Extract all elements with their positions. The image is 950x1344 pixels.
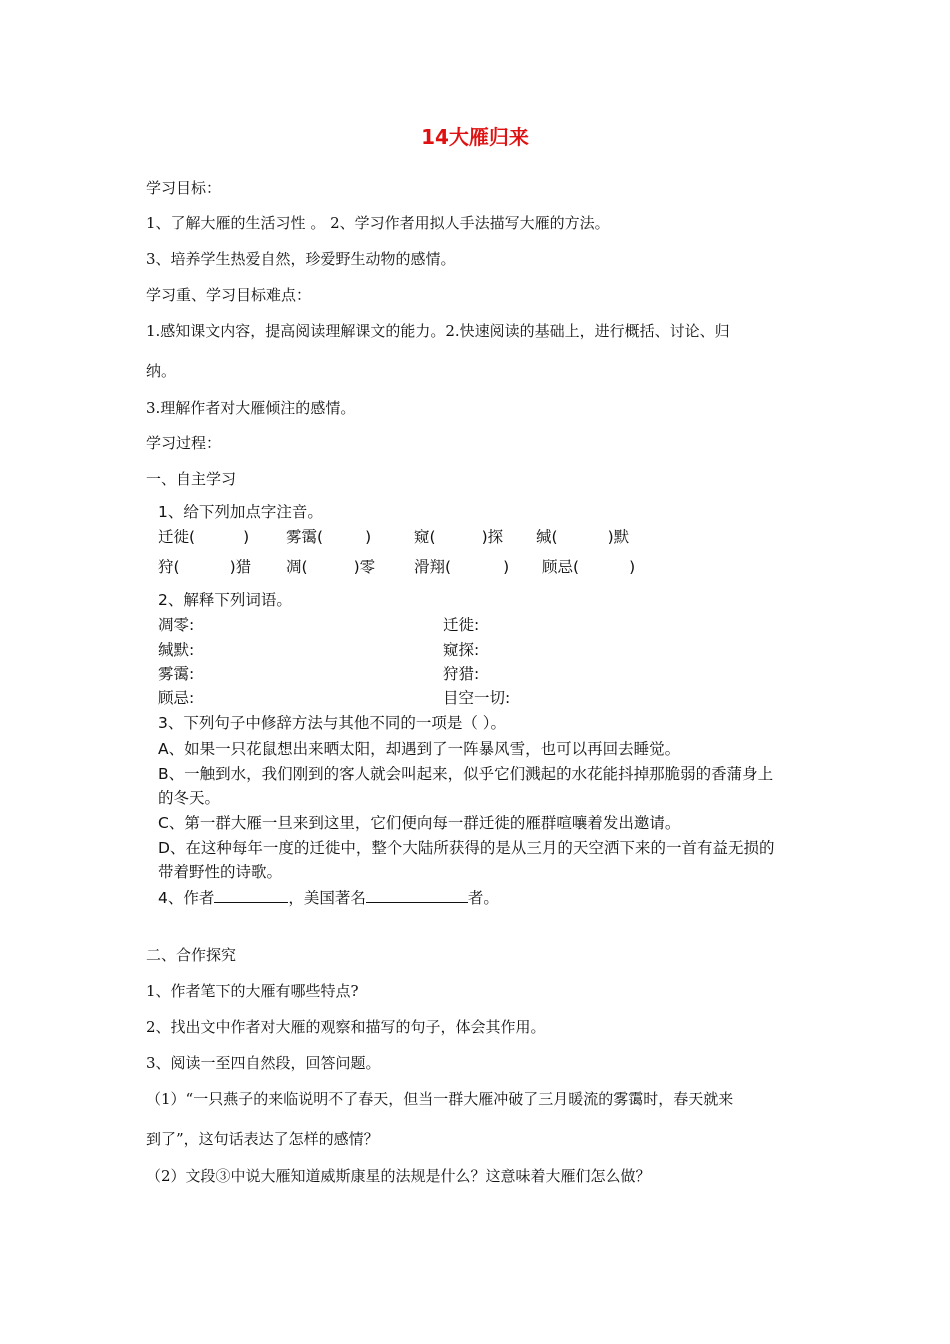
vocab-right: 窥探: (443, 641, 480, 659)
q3-option-a: A、如果一只花鼠想出来晒太阳，却遇到了一阵暴风雪，也可以再回去睡觉。 (158, 740, 681, 758)
vocab-right: 狩猎: (443, 665, 480, 683)
vocab-left: 顾忌: (158, 689, 195, 707)
pinyin-item: 雾霭( ) (286, 528, 372, 546)
goal-3: 3、培养学生热爱自然，珍爱野生动物的感情。 (146, 250, 456, 268)
q2-heading: 2、解释下列词语。 (158, 591, 292, 609)
pinyin-item: 滑翔( ) (414, 558, 510, 576)
s2-q3-2: （2）文段③中说大雁知道威斯康星的法规是什么？这意味着大雁们怎么做？ (146, 1167, 651, 1185)
key-1-2-line1: 1.感知课文内容，提高阅读理解课文的能力。2.快速阅读的基础上，进行概括、讨论、归 (146, 322, 730, 340)
q3-heading: 3、下列句子中修辞方法与其他不同的一项是（ ）。 (158, 714, 507, 732)
vocab-right: 迁徙: (443, 616, 480, 634)
s2-q2: 2、找出文中作者对大雁的观察和描写的句子，体会其作用。 (146, 1018, 546, 1036)
q1-heading: 1、给下列加点字注音。 (158, 503, 323, 521)
s2-q3-1-line1: （1）“一只燕子的来临说明不了春天，但当一群大雁冲破了三月暖流的雾霭时，春天就来 (146, 1090, 734, 1108)
section2-heading: 二、合作探究 (146, 946, 237, 964)
q3-option-d-line2: 带着野性的诗歌。 (158, 863, 283, 881)
key-heading: 学习重、学习目标难点： (146, 286, 312, 304)
pinyin-item: 缄( )默 (536, 528, 630, 546)
q3-option-b-line1: B、一触到水，我们刚到的客人就会叫起来，似乎它们溅起的水花能抖掉那脆弱的香蒲身上 (158, 765, 774, 783)
key-1-2-line2: 纳。 (146, 362, 177, 380)
s2-q3: 3、阅读一至四自然段，回答问题。 (146, 1054, 381, 1072)
vocab-left: 雾霭: (158, 665, 195, 683)
goal-1-2: 1、了解大雁的生活习性 。 2、学习作者用拟人手法描写大雁的方法。 (146, 214, 610, 232)
q3-option-d-line1: D、在这种每年一度的迁徙中，整个大陆所获得的是从三月的天空洒下来的一首有益无损的 (158, 839, 775, 857)
pinyin-item: 狩( )猎 (158, 558, 252, 576)
key-3: 3.理解作者对大雁倾注的感情。 (146, 399, 356, 417)
pinyin-item: 顾忌( ) (542, 558, 636, 576)
vocab-right: 目空一切: (443, 689, 511, 707)
q4: 4、作者 ，美国著名 者。 (158, 889, 499, 907)
pinyin-item: 迁徙( ) (158, 528, 250, 546)
pinyin-item: 窥( )探 (414, 528, 504, 546)
author-blank[interactable] (214, 888, 288, 903)
s2-q1: 1、作者笔下的大雁有哪些特点? (146, 982, 359, 1000)
goals-heading: 学习目标： (146, 179, 222, 197)
pinyin-item: 凋( )零 (286, 558, 376, 576)
vocab-left: 缄默: (158, 641, 195, 659)
s2-q3-1-line2: 到了”，这句话表达了怎样的感情？ (146, 1130, 379, 1148)
profession-blank[interactable] (366, 888, 468, 903)
q3-option-c: C、第一群大雁一旦来到这里，它们便向每一群迁徙的雁群喧嚷着发出邀请。 (158, 814, 681, 832)
page-title: 14大雁归来 (421, 125, 529, 149)
q3-option-b-line2: 的冬天。 (158, 789, 221, 807)
section1-heading: 一、自主学习 (146, 470, 237, 488)
vocab-left: 凋零: (158, 616, 195, 634)
process-heading: 学习过程： (146, 434, 222, 452)
